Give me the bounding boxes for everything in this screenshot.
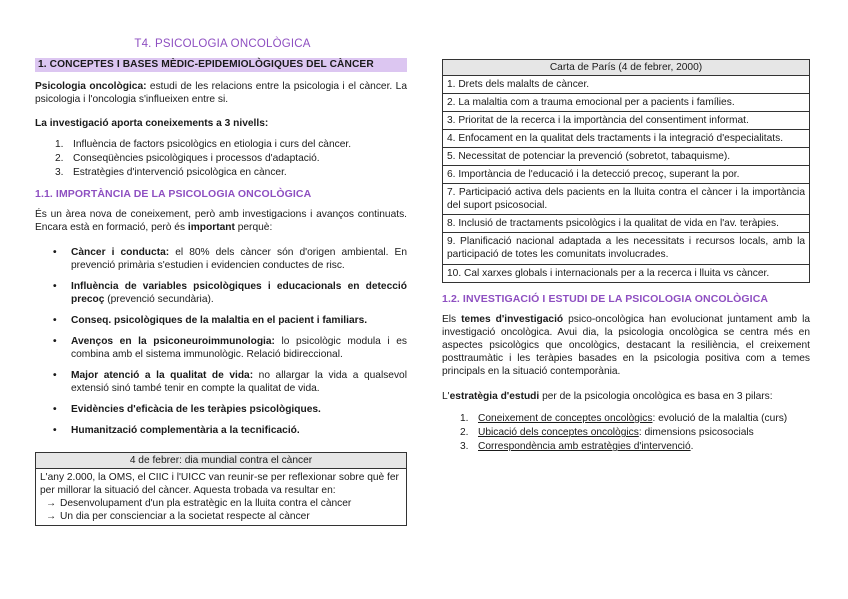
world-cancer-day-body	[36, 469, 406, 525]
list-item: 1. Coneixement de conceptes oncològics: evolució de la malaltia (curs)	[460, 413, 788, 424]
table-row: 6. Importància de l'educació i la detecció precoç, superant la por.	[443, 166, 809, 184]
list-item: • Càncer i conducta: el 80% dels càncer són d'origen ambiental. En prevenció primària s'estudien i evidencien conductes de risc.	[53, 247, 407, 272]
world-cancer-day-box	[35, 452, 407, 526]
table-row: 8. Inclusió de tractaments psicològics i la qualitat de vida en l'av. teràpies.	[443, 215, 809, 233]
table-row: 7. Participació activa dels pacients en la lluita contra el càncer i la importància del suport psicosocial.	[443, 184, 809, 215]
research-topics-paragraph: Els temes d'investigació psico-oncològica han evolucionat juntament amb la investigació oncològica. Avui dia, la psicologia oncològica se centra més en aspectes psicològics que oncològics, destacant la resiliència, el creixement posttraumàtic i les teràpies basades en la psicologia positiva com a temes principals en la situació contemporània.	[442, 314, 811, 378]
world-cancer-day-text: L'any 2.000, la OMS, el CIIC i l'UICC van reunir-se per reflexionar sobre què fer per millorar la situació del càncer. Aquesta trobada va resultar en:	[40, 472, 399, 497]
table-row: 9. Planificació nacional adaptada a les necessitats i recursos locals, amb la participació de totes les comunitats involucrades.	[443, 233, 809, 264]
list-item: → Desenvolupament d'un pla estratègic en la lluita contra el càncer	[46, 498, 352, 510]
definition-paragraph	[35, 80, 407, 106]
definition-text: estudi de les relacions entre la psicologia i el càncer. La psicologia i l'oncologia s'influeixen entre si.	[35, 81, 407, 106]
list-item: • Avenços en la psiconeuroimmunologia: lo psicològic modula i es combina amb el sistema immunològic. Relació bidireccional.	[53, 336, 407, 361]
table-row: 5. Necessitat de potenciar la prevenció (sobretot, tabaquisme).	[443, 148, 809, 166]
list-item: 1. Influència de factors psicològics en etiologia i curs del càncer.	[55, 139, 352, 150]
study-strategy-paragraph: L'estratègia d'estudi per de la psicologia oncològica es basa en 3 pilars:	[442, 391, 773, 402]
list-item: 3. Estratègies d'intervenció psicològica en càncer.	[55, 167, 287, 179]
paris-charter-list	[443, 76, 809, 282]
table-row: 4. Enfocament en la qualitat dels tractaments i la integració d'especialitats.	[443, 130, 809, 148]
list-item: 2. Conseqüències psicològiques i processos d'adaptació.	[55, 153, 320, 165]
importance-intro: És un àrea nova de coneixement, però amb investigacions i avanços continuats. Encara està en formació, però és important perquè:	[35, 209, 407, 234]
paris-charter-header: Carta de París (4 de febrer, 2000)	[443, 60, 809, 76]
definition-term: Psicologia oncològica:	[35, 81, 147, 92]
section-1-2-heading: 1.2. INVESTIGACIÓ I ESTUDI DE LA PSICOLOGIA ONCOLÒGICA	[442, 293, 769, 305]
pillars-list	[460, 412, 810, 454]
list-item: 3. Correspondència amb estratègies d'intervenció.	[460, 441, 694, 453]
table-row: 3. Prioritat de la recerca i la importància del consentiment informat.	[443, 112, 809, 130]
list-item: • Evidències d'eficàcia de les teràpies psicològiques.	[53, 404, 321, 416]
list-item: • Major atenció a la qualitat de vida: no allargar la vida a qualsevol extensió sinó també tenir en compte la qualitat de vida.	[53, 370, 407, 395]
table-row: 2. La malaltia com a trauma emocional per a pacients i famílies.	[443, 94, 809, 112]
list-item: • Conseq. psicològiques de la malaltia en el pacient i familiars.	[53, 315, 368, 327]
section-1-1-heading: 1.1. IMPORTÀNCIA DE LA PSICOLOGIA ONCOLÒGICA	[35, 188, 312, 200]
list-item: • Humanització complementària a la tecnificació.	[53, 425, 300, 437]
list-item: • Influència de variables psicològiques i educacionals en detecció precoç (prevenció secundària).	[53, 281, 407, 306]
list-item: 2. Ubicació dels conceptes oncològics: dimensions psicosocials	[460, 427, 754, 439]
table-row: 10. Cal xarxes globals i internacionals per a la recerca i lluita vs càncer.	[447, 267, 770, 279]
page-title: T4. PSICOLOGIA ONCOLÒGICA	[134, 38, 311, 50]
paris-charter-box	[442, 59, 810, 283]
arrow-right-icon: →	[46, 498, 57, 510]
importance-bullets	[53, 246, 407, 446]
levels-list	[55, 138, 407, 180]
table-row: 1. Drets dels malalts de càncer.	[443, 76, 809, 94]
world-cancer-day-header: 4 de febrer: dia mundial contra el càncer	[36, 453, 406, 469]
section-1-heading: 1. CONCEPTES I BASES MÈDIC-EPIDEMIOLÒGIQUES DEL CÀNCER	[35, 58, 407, 72]
levels-intro: La investigació aporta coneixements a 3 nivells:	[35, 118, 269, 129]
arrow-right-icon: →	[46, 511, 57, 523]
list-item: → Un dia per conscienciar a la societat respecte al càncer	[46, 511, 310, 523]
